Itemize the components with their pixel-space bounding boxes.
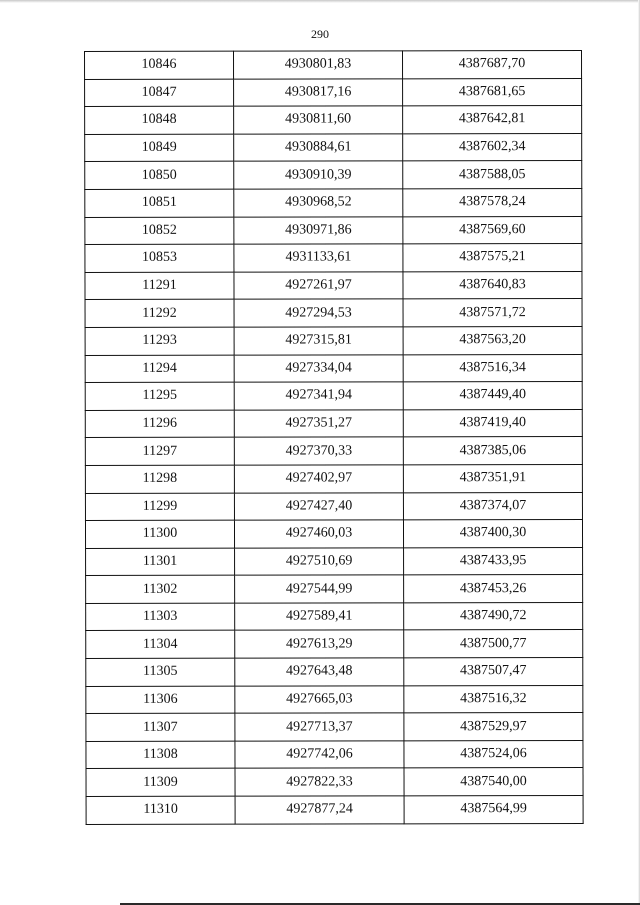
coordinates-table-wrapper [84, 50, 582, 825]
point-number-cell: 11310 [86, 796, 235, 824]
y-coordinate-cell: 4387351,91 [403, 464, 582, 492]
x-coordinate-cell: 4930801,83 [234, 51, 403, 79]
y-coordinate-cell: 4387524,06 [404, 740, 583, 768]
point-number-cell: 10853 [85, 244, 234, 272]
x-coordinate-cell: 4930968,52 [234, 189, 403, 217]
table-row [85, 520, 582, 549]
point-number-cell: 11303 [86, 603, 235, 631]
x-coordinate-cell: 4927510,69 [235, 548, 404, 576]
y-coordinate-cell: 4387571,72 [403, 299, 582, 327]
table-row [85, 271, 582, 300]
page-number: 290 [311, 27, 329, 41]
y-coordinate-cell: 4387516,32 [404, 685, 583, 713]
y-coordinate-cell: 4387681,65 [403, 78, 582, 106]
point-number-cell: 11295 [85, 382, 234, 410]
table-row [85, 326, 582, 355]
table-row [85, 437, 582, 466]
x-coordinate-cell: 4927643,48 [235, 658, 404, 686]
point-number-cell: 11299 [85, 493, 234, 521]
table-row [86, 685, 583, 714]
point-number-cell: 10848 [85, 106, 234, 134]
point-number-cell: 10846 [85, 51, 234, 79]
point-number-cell: 11308 [86, 741, 235, 769]
x-coordinate-cell: 4927460,03 [234, 520, 403, 548]
table-row [86, 795, 583, 824]
y-coordinate-cell: 4387564,99 [404, 795, 583, 823]
y-coordinate-cell: 4387490,72 [404, 602, 583, 630]
table-row [85, 133, 582, 162]
table-row [86, 575, 583, 604]
point-number-cell: 10852 [85, 217, 234, 245]
y-coordinate-cell: 4387500,77 [404, 630, 583, 658]
x-coordinate-cell: 4927544,99 [235, 575, 404, 603]
table-row [85, 50, 582, 79]
point-number-cell: 10849 [85, 134, 234, 162]
point-number-cell: 10851 [85, 189, 234, 217]
y-coordinate-cell: 4387602,34 [403, 133, 582, 161]
table-row [85, 299, 582, 328]
y-coordinate-cell: 4387449,40 [403, 382, 582, 410]
x-coordinate-cell: 4927341,94 [234, 382, 403, 410]
x-coordinate-cell: 4930811,60 [234, 106, 403, 134]
y-coordinate-cell: 4387433,95 [404, 547, 583, 575]
point-number-cell: 11296 [85, 410, 234, 438]
x-coordinate-cell: 4927877,24 [235, 796, 404, 824]
y-coordinate-cell: 4387516,34 [403, 354, 582, 382]
x-coordinate-cell: 4927351,27 [234, 410, 403, 438]
point-number-cell: 11301 [86, 548, 235, 576]
y-coordinate-cell: 4387374,07 [403, 492, 582, 520]
table-row [86, 630, 583, 659]
x-coordinate-cell: 4931133,61 [234, 244, 403, 272]
x-coordinate-cell: 4930884,61 [234, 134, 403, 162]
table-row [85, 78, 582, 107]
point-number-cell: 11293 [85, 327, 234, 355]
y-coordinate-cell: 4387419,40 [403, 409, 582, 437]
table-row [85, 492, 582, 521]
table-row [85, 354, 582, 383]
x-coordinate-cell: 4927665,03 [235, 685, 404, 713]
table-row [85, 464, 582, 493]
point-number-cell: 11297 [85, 437, 234, 465]
point-number-cell: 11292 [85, 300, 234, 328]
point-number-cell: 11309 [86, 769, 235, 797]
point-number-cell: 11306 [86, 686, 235, 714]
x-coordinate-cell: 4927370,33 [234, 437, 403, 465]
y-coordinate-cell: 4387588,05 [403, 161, 582, 189]
x-coordinate-cell: 4927294,53 [234, 299, 403, 327]
y-coordinate-cell: 4387540,00 [404, 768, 583, 796]
point-number-cell: 11298 [85, 465, 234, 493]
coordinates-table [84, 50, 584, 825]
scan-top-edge [0, 0, 640, 3]
table-row [86, 740, 583, 769]
y-coordinate-cell: 4387640,83 [403, 271, 582, 299]
y-coordinate-cell: 4387507,47 [404, 658, 583, 686]
x-coordinate-cell: 4930817,16 [234, 78, 403, 106]
x-coordinate-cell: 4927427,40 [234, 492, 403, 520]
x-coordinate-cell: 4927589,41 [235, 603, 404, 631]
table-row [85, 216, 582, 245]
point-number-cell: 11300 [85, 520, 234, 548]
y-coordinate-cell: 4387563,20 [403, 326, 582, 354]
x-coordinate-cell: 4927315,81 [234, 327, 403, 355]
table-row [85, 409, 582, 438]
table-row [85, 382, 582, 411]
x-coordinate-cell: 4927402,97 [234, 465, 403, 493]
point-number-cell: 11305 [86, 658, 235, 686]
point-number-cell: 10850 [85, 162, 234, 190]
x-coordinate-cell: 4927713,37 [235, 713, 404, 741]
point-number-cell: 11294 [85, 355, 234, 383]
point-number-cell: 11302 [86, 575, 235, 603]
y-coordinate-cell: 4387569,60 [403, 216, 582, 244]
y-coordinate-cell: 4387385,06 [403, 437, 582, 465]
x-coordinate-cell: 4930971,86 [234, 216, 403, 244]
point-number-cell: 11307 [86, 713, 235, 741]
coordinates-table-body [85, 50, 584, 824]
table-row [86, 768, 583, 797]
x-coordinate-cell: 4927261,97 [234, 272, 403, 300]
y-coordinate-cell: 4387575,21 [403, 244, 582, 272]
point-number-cell: 11304 [86, 631, 235, 659]
x-coordinate-cell: 4927334,04 [234, 354, 403, 382]
table-row [85, 244, 582, 273]
x-coordinate-cell: 4927822,33 [235, 768, 404, 796]
table-row [85, 161, 582, 190]
x-coordinate-cell: 4927742,06 [235, 741, 404, 769]
table-row [85, 106, 582, 135]
y-coordinate-cell: 4387687,70 [403, 50, 582, 78]
table-row [86, 602, 583, 631]
table-row [86, 547, 583, 576]
point-number-cell: 11291 [85, 272, 234, 300]
x-coordinate-cell: 4930910,39 [234, 161, 403, 189]
y-coordinate-cell: 4387400,30 [403, 520, 582, 548]
table-row [86, 713, 583, 742]
point-number-cell: 10847 [85, 79, 234, 107]
y-coordinate-cell: 4387642,81 [403, 106, 582, 134]
table-row [85, 188, 582, 217]
y-coordinate-cell: 4387529,97 [404, 713, 583, 741]
table-row [86, 658, 583, 687]
y-coordinate-cell: 4387453,26 [404, 575, 583, 603]
y-coordinate-cell: 4387578,24 [403, 188, 582, 216]
x-coordinate-cell: 4927613,29 [235, 630, 404, 658]
